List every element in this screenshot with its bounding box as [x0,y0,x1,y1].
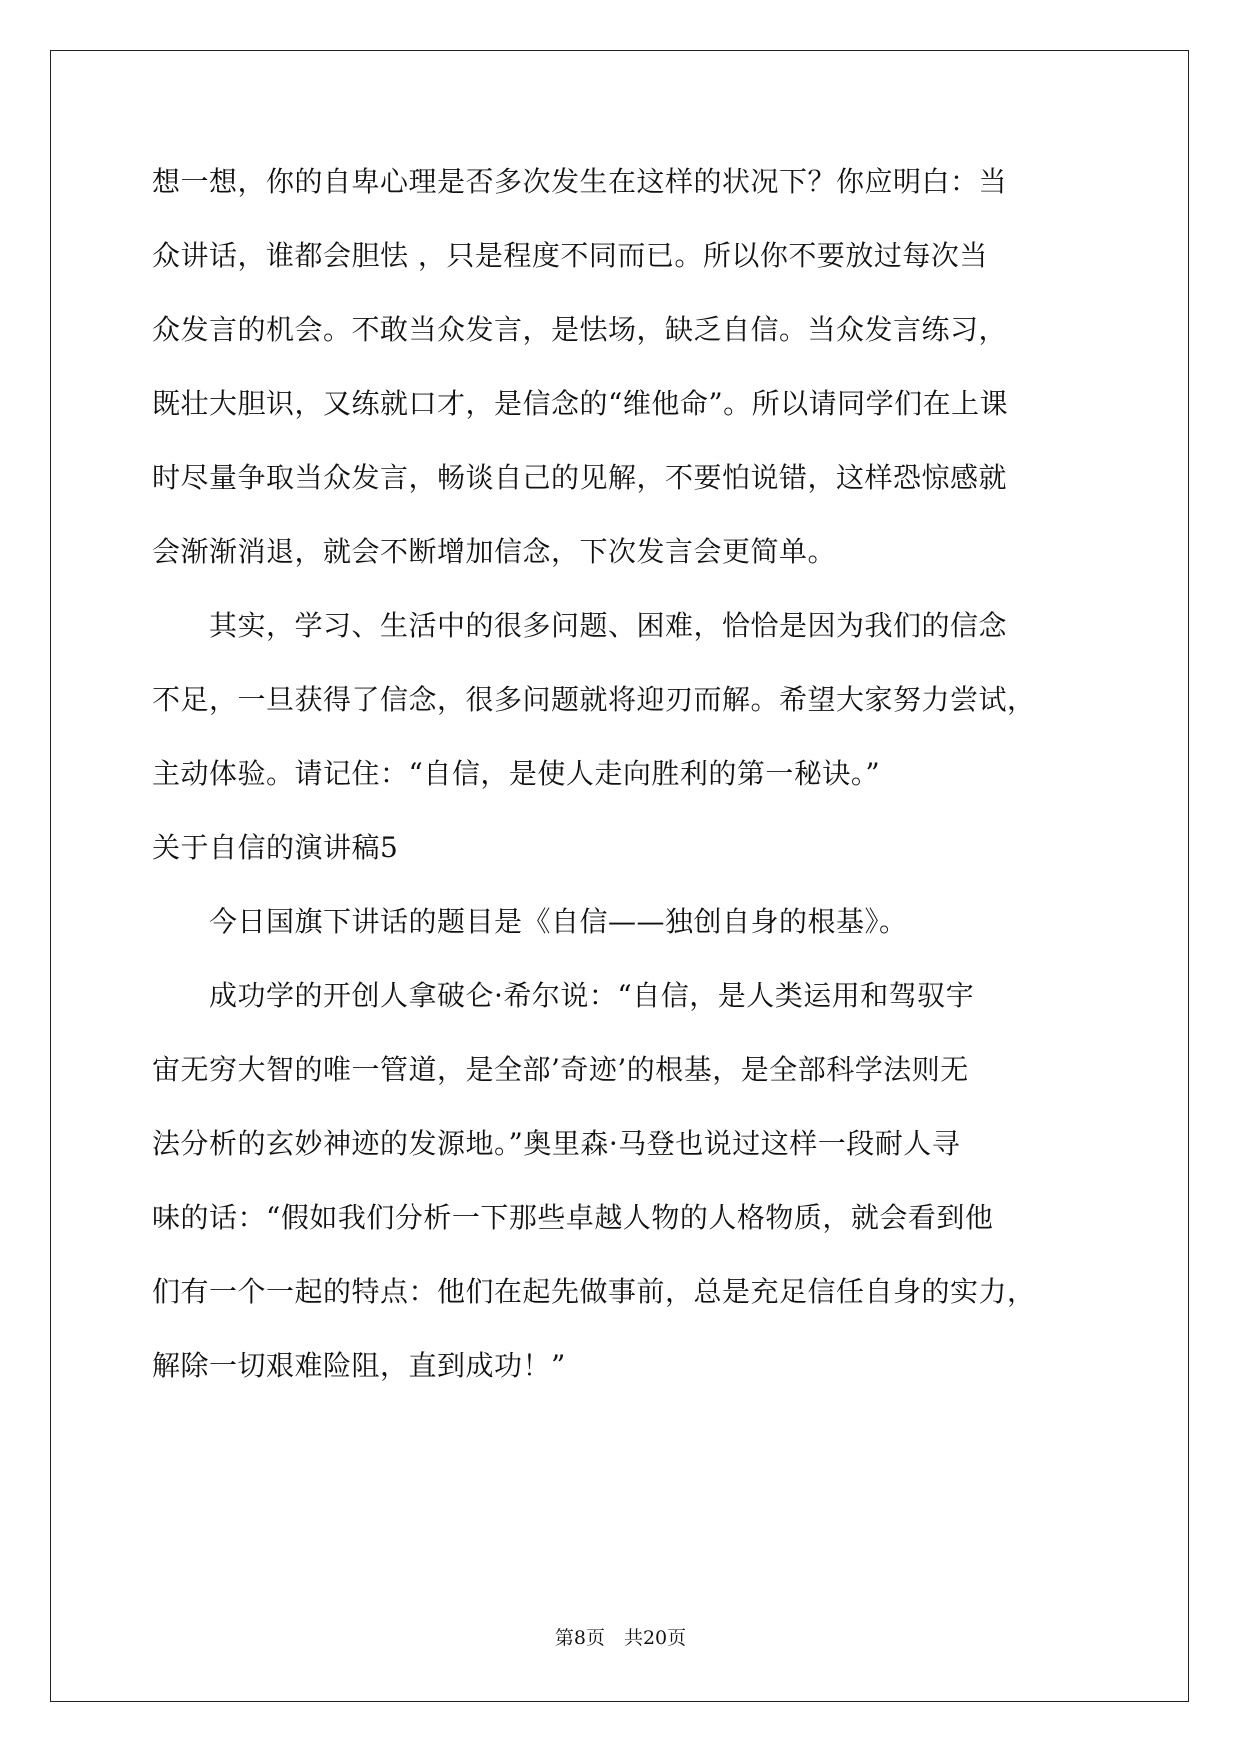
text-line: 众讲话，谁都会胆怯 ，只是程度不同而已。所以你不要放过每次当 [152,239,988,272]
section-heading: 关于自信的演讲稿5 [152,831,399,864]
text-line: 其实，学习、生活中的很多问题、困难，恰恰是因为我们的信念 [152,609,1008,642]
text-line: 解除一切艰难险阻，直到成功！” [152,1349,566,1382]
text-line: 们有一个一起的特点：他们在起先做事前，总是充足信任自身的实力， [152,1275,1036,1308]
text-line: 不足，一旦获得了信念，很多问题就将迎刃而解。希望大家努力尝试， [152,683,1036,716]
page-border [50,50,1189,1702]
text-line: 宙无穷大智的唯一管道，是全部’奇迹’的根基，是全部科学法则无 [152,1053,969,1086]
text-line: 味的话：“假如我们分析一下那些卓越人物的人格物质，就会看到他 [152,1201,994,1234]
text-line: 众发言的机会。不敢当众发言，是怯场，缺乏自信。当众发言练习， [152,313,1008,346]
text-line: 想一想，你的自卑心理是否多次发生在这样的状况下？你应明白：当 [152,165,1008,198]
text-line: 今日国旗下讲话的题目是《自信——独创自身的根基》。 [152,905,908,938]
text-line: 会渐渐消退，就会不断增加信念，下次发言会更简单。 [152,535,837,568]
page-number-footer: 第8页 共20页 [554,1627,687,1649]
text-line: 主动体验。请记住：“自信，是使人走向胜利的第一秘诀。” [152,757,881,790]
text-line: 成功学的开创人拿破仑·希尔说：“自信，是人类运用和驾驭宇 [152,979,975,1012]
text-line: 时尽量争取当众发言，畅谈自己的见解，不要怕说错，这样恐惊感就 [152,461,1008,494]
text-line: 既壮大胆识，又练就口才，是信念的“维他命”。所以请同学们在上课 [152,387,1009,420]
text-line: 法分析的玄妙神迹的发源地。”奥里森·马登也说过这样一段耐人寻 [152,1127,961,1160]
